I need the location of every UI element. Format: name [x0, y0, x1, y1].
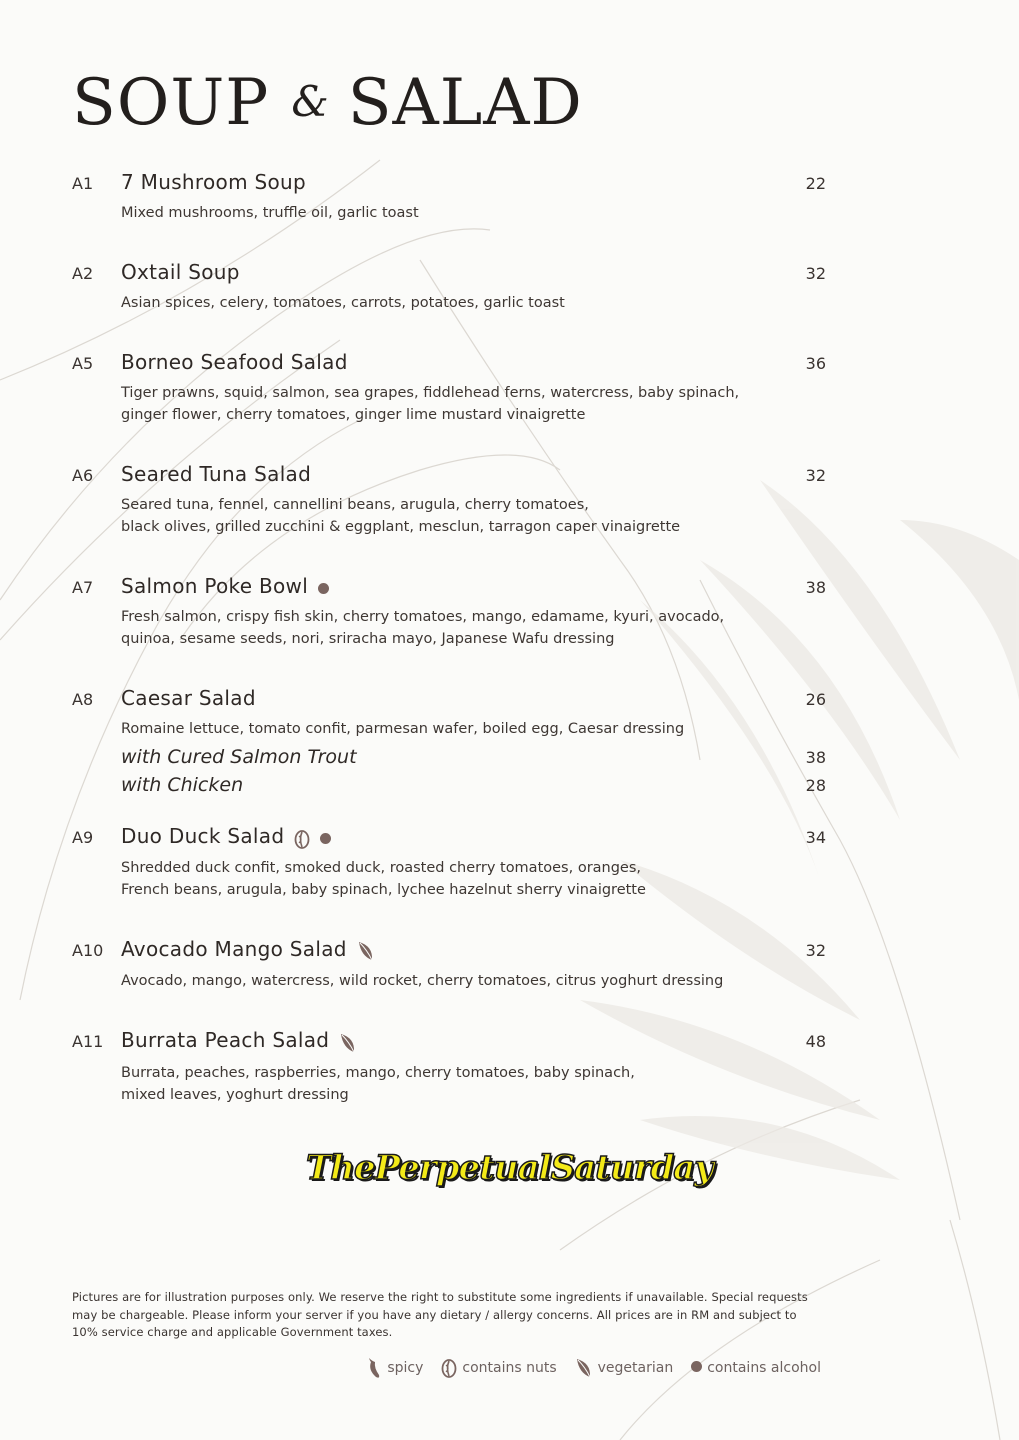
menu-item: [72, 574, 826, 650]
menu-item-header: [72, 574, 826, 598]
item-description: [121, 970, 781, 992]
item-name-group: [121, 170, 306, 194]
item-code: A6: [72, 466, 94, 485]
legend-item: [366, 1356, 423, 1380]
menu-item-header: [72, 686, 826, 710]
variant-name: with Cured Salmon Trout: [121, 746, 357, 768]
item-code: A7: [72, 578, 94, 597]
alcohol-dot-icon: [320, 829, 331, 848]
menu-item: [72, 824, 826, 901]
item-code: A2: [72, 264, 94, 283]
legend-label: vegetarian: [597, 1360, 674, 1376]
item-code: A8: [72, 690, 94, 709]
description-line: Seared tuna, fennel, cannellini beans, arugula, cherry tomatoes,: [121, 497, 589, 513]
nut-icon: [441, 1358, 457, 1378]
watermark-logo: ThePerpetualSaturday: [305, 1148, 714, 1188]
leaf-icon: [357, 940, 375, 962]
item-code: A9: [72, 828, 94, 847]
item-variant: [121, 746, 826, 768]
page-title: [72, 62, 583, 143]
legend-label: spicy: [387, 1360, 424, 1376]
legend-item: [575, 1357, 674, 1379]
item-description: [121, 382, 781, 426]
item-price: 38: [805, 578, 826, 597]
menu-item-header: [72, 350, 826, 374]
legend-label: contains nuts: [462, 1360, 557, 1376]
item-name: Salmon Poke Bowl: [121, 574, 309, 598]
item-name-group: [121, 686, 256, 710]
menu-item: [72, 1028, 826, 1106]
alcohol-dot-icon: [691, 1360, 702, 1376]
item-name: Burrata Peach Salad: [121, 1028, 330, 1052]
menu-item-header: [72, 260, 826, 284]
item-code: A5: [72, 354, 94, 373]
description-line: Romaine lettuce, tomato confit, parmesan wafer, boiled egg, Caesar dressing: [121, 721, 685, 737]
item-description: [121, 1062, 781, 1106]
menu-item: [72, 170, 826, 224]
menu-item: [72, 260, 826, 314]
menu-item: [72, 350, 826, 426]
item-name-group: [121, 574, 329, 598]
description-line: Avocado, mango, watercress, wild rocket, cherry tomatoes, citrus yoghurt dressing: [121, 973, 724, 989]
menu-item: [72, 937, 826, 993]
item-description: [121, 718, 781, 740]
variant-price: 28: [805, 776, 826, 795]
item-description: [121, 494, 781, 538]
legend-label: contains alcohol: [707, 1360, 821, 1376]
description-line: Burrata, peaches, raspberries, mango, cherry tomatoes, baby spinach,: [121, 1064, 635, 1081]
item-name-group: [121, 350, 348, 374]
item-price: 26: [805, 690, 826, 709]
description-line: French beans, arugula, baby spinach, lychee hazelnut sherry vinaigrette: [121, 881, 646, 898]
leaf-icon: [575, 1357, 593, 1379]
item-description: [121, 857, 781, 901]
dietary-legend: [348, 1356, 821, 1380]
menu-item-header: [72, 824, 826, 849]
item-name: Duo Duck Salad: [121, 824, 285, 848]
title-ampersand: &: [291, 77, 330, 126]
description-line: Asian spices, celery, tomatoes, carrots, potatoes, garlic toast: [121, 295, 565, 311]
legend-item: [691, 1360, 821, 1376]
item-name-group: [121, 1028, 357, 1054]
item-name: Seared Tuna Salad: [121, 462, 312, 486]
menu-item: [72, 686, 826, 796]
item-price: 32: [805, 466, 826, 485]
item-name-group: [121, 462, 311, 486]
item-price: 36: [805, 354, 826, 373]
menu-list: [72, 170, 826, 1142]
item-description: [121, 292, 781, 314]
item-name: Caesar Salad: [121, 686, 256, 710]
description-line: Fresh salmon, crispy fish skin, cherry tomatoes, mango, edamame, kyuri, avocado,: [121, 609, 725, 625]
disclaimer-text: Pictures are for illustration purposes only. We reserve the right to substitute some ingredients if unavailable. Special requests may be chargeable. Please inform your server if you have any dietary / allergy concerns. All prices are in RM and subject to 10% service charge and applicable Government taxes.: [72, 1290, 808, 1339]
variant-name: with Chicken: [121, 774, 244, 796]
chili-icon: [366, 1356, 382, 1380]
item-price: 32: [805, 940, 826, 960]
menu-item-header: [72, 170, 826, 194]
legend-item: [441, 1358, 556, 1378]
item-name: Oxtail Soup: [121, 260, 240, 284]
menu-item-header: [72, 937, 826, 963]
item-price: 48: [805, 1032, 826, 1051]
item-name: 7 Mushroom Soup: [121, 170, 307, 194]
item-name-group: [121, 824, 331, 849]
menu-item-header: [72, 1028, 826, 1054]
item-description: [121, 606, 781, 650]
description-line: ginger flower, cherry tomatoes, ginger lime mustard vinaigrette: [121, 407, 586, 423]
menu-item-header: [72, 462, 826, 486]
menu-item: [72, 462, 826, 538]
description-line: quinoa, sesame seeds, nori, sriracha mayo, Japanese Wafu dressing: [121, 631, 615, 647]
description-line: Tiger prawns, squid, salmon, sea grapes, fiddlehead ferns, watercress, baby spinach,: [121, 385, 740, 401]
description-line: mixed leaves, yoghurt dressing: [121, 1086, 349, 1103]
item-price: 32: [805, 264, 826, 283]
item-name-group: [121, 260, 240, 284]
item-name: Borneo Seafood Salad: [121, 350, 348, 374]
description-line: Shredded duck confit, smoked duck, roasted cherry tomatoes, oranges,: [121, 859, 642, 876]
title-salad: SALAD: [347, 66, 583, 140]
item-name: Avocado Mango Salad: [121, 936, 347, 961]
item-name-group: [121, 937, 375, 963]
item-price: 22: [805, 174, 826, 193]
item-code: A10: [72, 940, 104, 960]
item-description: [121, 202, 781, 224]
item-code: A1: [72, 174, 94, 193]
item-price: 34: [805, 828, 826, 847]
nut-icon: [294, 829, 310, 849]
alcohol-dot-icon: [318, 579, 329, 598]
title-soup: SOUP: [72, 66, 270, 140]
item-variant: [121, 774, 826, 796]
description-line: Mixed mushrooms, truffle oil, garlic toast: [121, 205, 419, 221]
variant-price: 38: [805, 748, 826, 767]
description-line: black olives, grilled zucchini & eggplant, mesclun, tarragon caper vinaigrette: [121, 519, 681, 535]
item-code: A11: [72, 1032, 104, 1051]
leaf-icon: [339, 1032, 357, 1054]
